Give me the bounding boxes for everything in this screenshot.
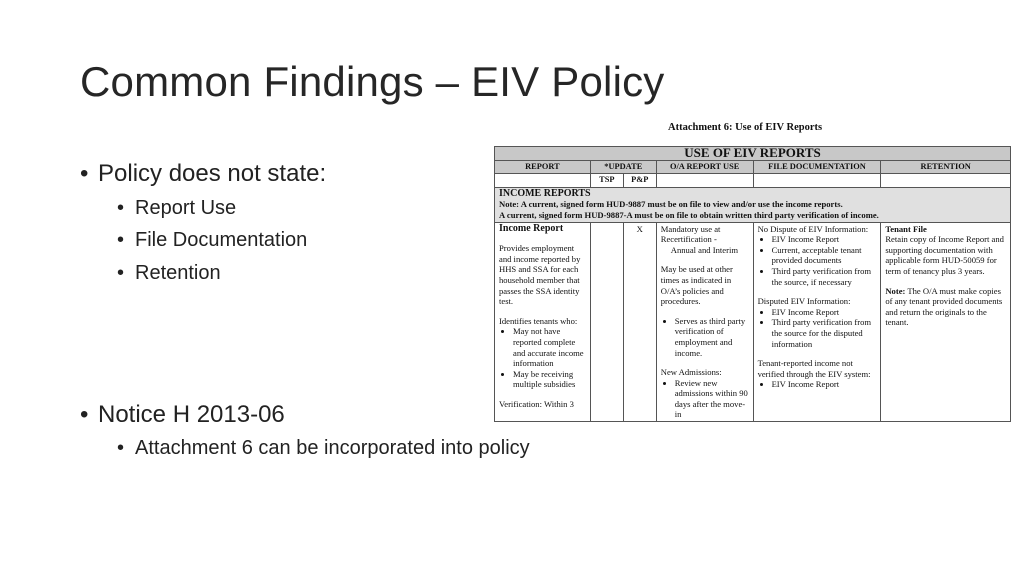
use-list [661, 378, 749, 420]
list-item: • Current, acceptable tenant provided documents [772, 245, 877, 266]
use-text: May be used at other times as indicated in O/A’s policies and procedures. [660, 264, 733, 307]
doc-text: Disputed EIV Information: [757, 296, 851, 307]
empty-cell [495, 174, 591, 188]
list-item: • May be receiving multiple subsidies [513, 369, 586, 390]
empty-cell [753, 174, 881, 188]
retention-text: Retain copy of Income Report and supporting documentation with applicable form HUD-50059 for term of tenancy plus 3 years. [885, 234, 1004, 276]
use-text: New Admissions: [660, 367, 722, 378]
section-note: Note: A current, signed form HUD-9887 must be on file to view and/or use the income reports. [499, 199, 843, 210]
bullet-dot-icon: • [117, 229, 125, 251]
bullet-item [80, 401, 285, 429]
report-name: Income Report [499, 222, 564, 234]
bullet-dot-icon: • [117, 197, 125, 219]
column-header: *UPDATE [590, 160, 656, 174]
sub-bullet-item [117, 262, 221, 285]
list-item: • May not have reported complete and accurate income information [513, 326, 586, 368]
doc-list [758, 307, 877, 349]
column-header: O/A REPORT USE [656, 160, 753, 174]
use-list [661, 316, 749, 358]
sub-bullet-text: Attachment 6 can be incorporated into policy [135, 437, 530, 459]
bullet-item [80, 160, 326, 188]
list-item: • Serves as third party verification of employment and income. [675, 316, 749, 358]
empty-cell [881, 174, 1011, 188]
note-label: Note: [885, 285, 906, 296]
document-caption: Attachment 6: Use of EIV Reports [668, 122, 823, 133]
empty-cell [656, 174, 753, 188]
sub-bullet-item [117, 197, 236, 220]
list-item: • Review new admissions within 90 days after the move-in [675, 378, 749, 420]
note-text: The O/A must make copies of any tenant provided documents and return the originals to the tenant. [885, 285, 1003, 328]
list-item: • EIV Income Report [772, 379, 877, 390]
list-item: • Third party verification from the source, if necessary [772, 266, 877, 287]
tsp-cell [590, 222, 623, 422]
sub-bullet-text: File Documentation [135, 229, 308, 251]
file-documentation-cell [753, 222, 881, 422]
column-header: REPORT [495, 160, 591, 174]
doc-text: No Dispute of EIV Information: [757, 223, 869, 234]
eiv-reports-table [494, 146, 1011, 422]
retention-title: Tenant File [885, 223, 927, 234]
eiv-document-image [494, 117, 1012, 426]
retention-cell [881, 222, 1011, 422]
sub-bullet-text: Report Use [135, 197, 237, 219]
report-cell [495, 222, 591, 422]
use-text: Annual and Interim [670, 244, 739, 255]
retention-note [885, 286, 1006, 328]
use-text: Mandatory use at Recertification - [660, 223, 721, 245]
pp-cell: X [623, 222, 656, 422]
doc-list [758, 379, 877, 390]
identifies-list [499, 326, 586, 390]
bullet-dot-icon: • [80, 160, 89, 187]
bullet-text: Policy does not state: [98, 160, 327, 187]
list-item: • Third party verification from the source for the disputed information [772, 317, 877, 349]
bullet-dot-icon: • [117, 437, 125, 459]
doc-text: Tenant-reported income not verified through the EIV system: [757, 358, 871, 379]
sub-bullet-item [117, 229, 307, 252]
section-note: A current, signed form HUD-9887-A must be on file to obtain written third party verification of income. [499, 209, 879, 220]
slide-title: Common Findings – EIV Policy [80, 58, 665, 105]
sub-bullet-text: Retention [135, 262, 221, 284]
bullet-dot-icon: • [80, 401, 89, 428]
identifies-label: Identifies tenants who: [499, 315, 578, 326]
sub-bullet-item [117, 437, 530, 460]
report-cutoff-text: Verification: Within 3 [499, 398, 574, 409]
column-header: RETENTION [881, 160, 1011, 174]
list-item: • EIV Income Report [772, 307, 877, 318]
report-use-cell [656, 222, 753, 422]
list-item: • EIV Income Report [772, 234, 877, 245]
section-title: INCOME REPORTS [499, 187, 591, 199]
bullet-text: Notice H 2013-06 [98, 401, 285, 428]
sub-column-header: P&P [623, 174, 656, 188]
report-description: Provides employment and income reported by HHS and SSA for each household member that passes the SSA identity test. [499, 243, 581, 307]
bullet-dot-icon: • [117, 262, 125, 284]
doc-list [758, 234, 877, 287]
sub-column-header: TSP [590, 174, 623, 188]
column-header: FILE DOCUMENTATION [753, 160, 881, 174]
section-header [495, 187, 1011, 222]
table-title: USE OF EIV REPORTS [495, 147, 1011, 161]
